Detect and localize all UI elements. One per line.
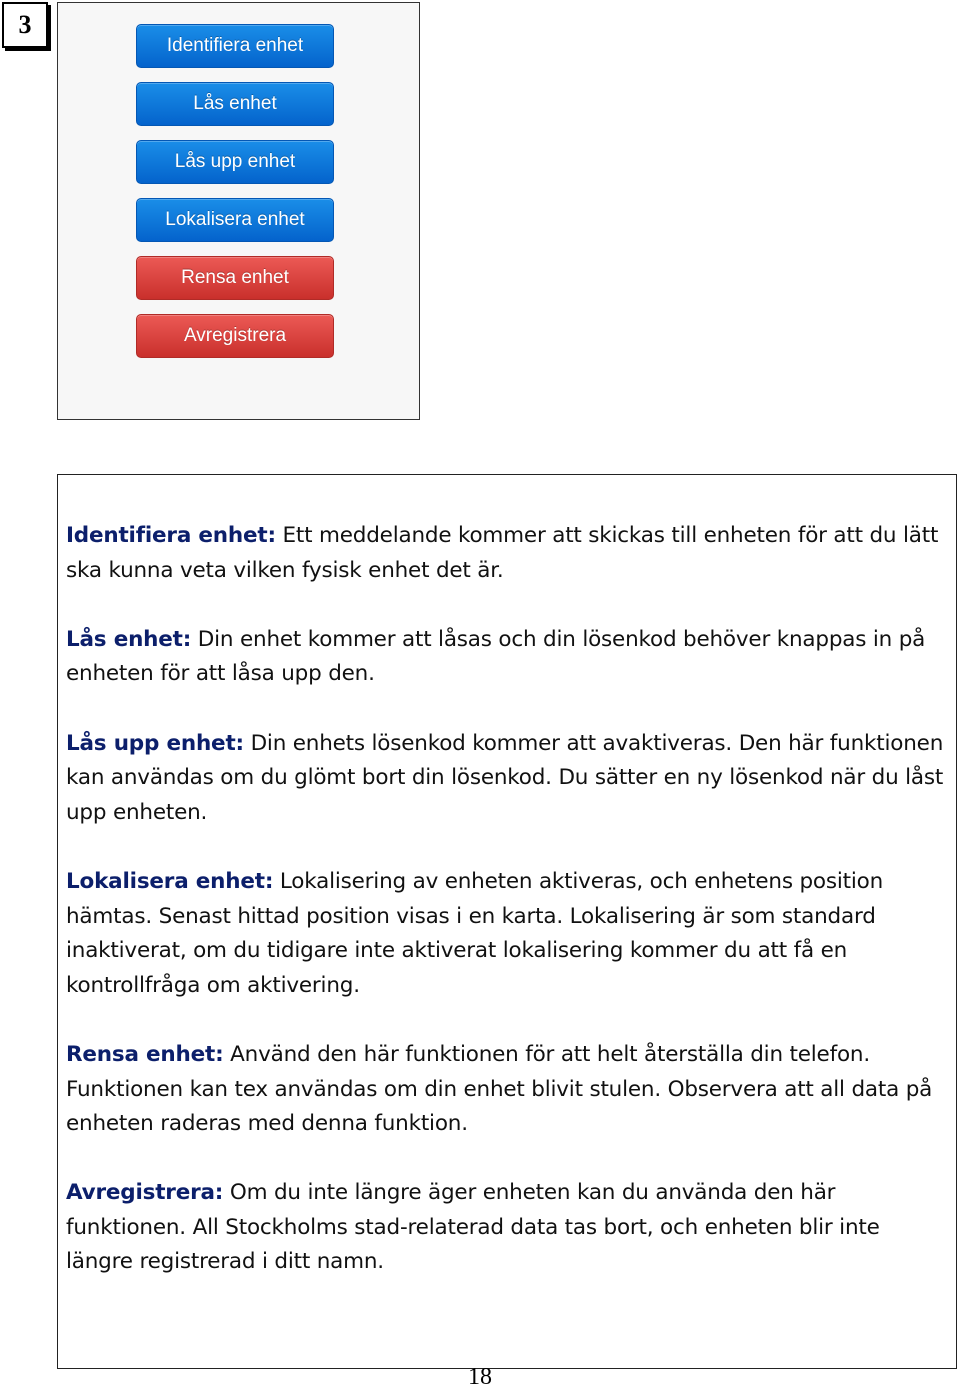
identify-device-button[interactable]: Identifiera enhet <box>136 24 334 68</box>
lock-device-button[interactable]: Lås enhet <box>136 82 334 126</box>
unregister-device-button[interactable]: Avregistrera <box>136 314 334 358</box>
step-number-badge: 3 <box>2 2 48 48</box>
wipe-device-button[interactable]: Rensa enhet <box>136 256 334 300</box>
description-term: Avregistrera: <box>66 1180 224 1206</box>
description-list <box>66 519 950 1315</box>
unlock-device-button[interactable]: Lås upp enhet <box>136 140 334 184</box>
description-text: Din enhet kommer att låsas och din lösenkod behöver knappas in på enheten för att låsa upp den. <box>66 626 926 687</box>
description-locate <box>66 865 950 1003</box>
description-text: Använd den här funktionen för att helt återställa din telefon. Funktionen kan tex användas om din enhet blivit stulen. Observera att all data på enheten raderas med denna funktion. <box>66 1041 933 1137</box>
description-term: Lås upp enhet: <box>66 730 244 756</box>
description-term: Lokalisera enhet: <box>66 868 274 894</box>
device-actions-panel <box>57 2 420 420</box>
description-text: Din enhets lösenkod kommer att avaktiveras. Den här funktionen kan användas om du glömt bort din lösenkod. Du sätter en ny lösenkod när du låst upp enheten. <box>66 730 944 825</box>
description-term: Lås enhet: <box>66 626 192 652</box>
description-lock <box>66 623 950 692</box>
description-unlock <box>66 727 950 831</box>
page-number: 18 <box>468 1364 492 1390</box>
description-identify <box>66 519 950 588</box>
description-text: Lokalisering av enheten aktiveras, och enhetens position hämtas. Senast hittad position visas i en karta. Lokalisering är som standard inaktiverat, om du tidigare inte aktiverat lokalisering kommer du att få en kontrollfråga om aktivering. <box>66 868 884 998</box>
description-text: Om du inte längre äger enheten kan du använda den här funktionen. All Stockholms stad-relaterad data tas bort, och enheten blir inte längre registrerad i ditt namn. <box>66 1180 880 1275</box>
description-unregister <box>66 1176 950 1280</box>
description-term: Identifiera enhet: <box>66 523 276 548</box>
description-wipe <box>66 1038 950 1142</box>
description-text: Ett meddelande kommer att skickas till enheten för att du lätt ska kunna veta vilken fysisk enhet det är. <box>66 523 939 583</box>
description-term: Rensa enhet: <box>66 1041 224 1067</box>
locate-device-button[interactable]: Lokalisera enhet <box>136 198 334 242</box>
descriptions-box <box>57 474 957 1369</box>
